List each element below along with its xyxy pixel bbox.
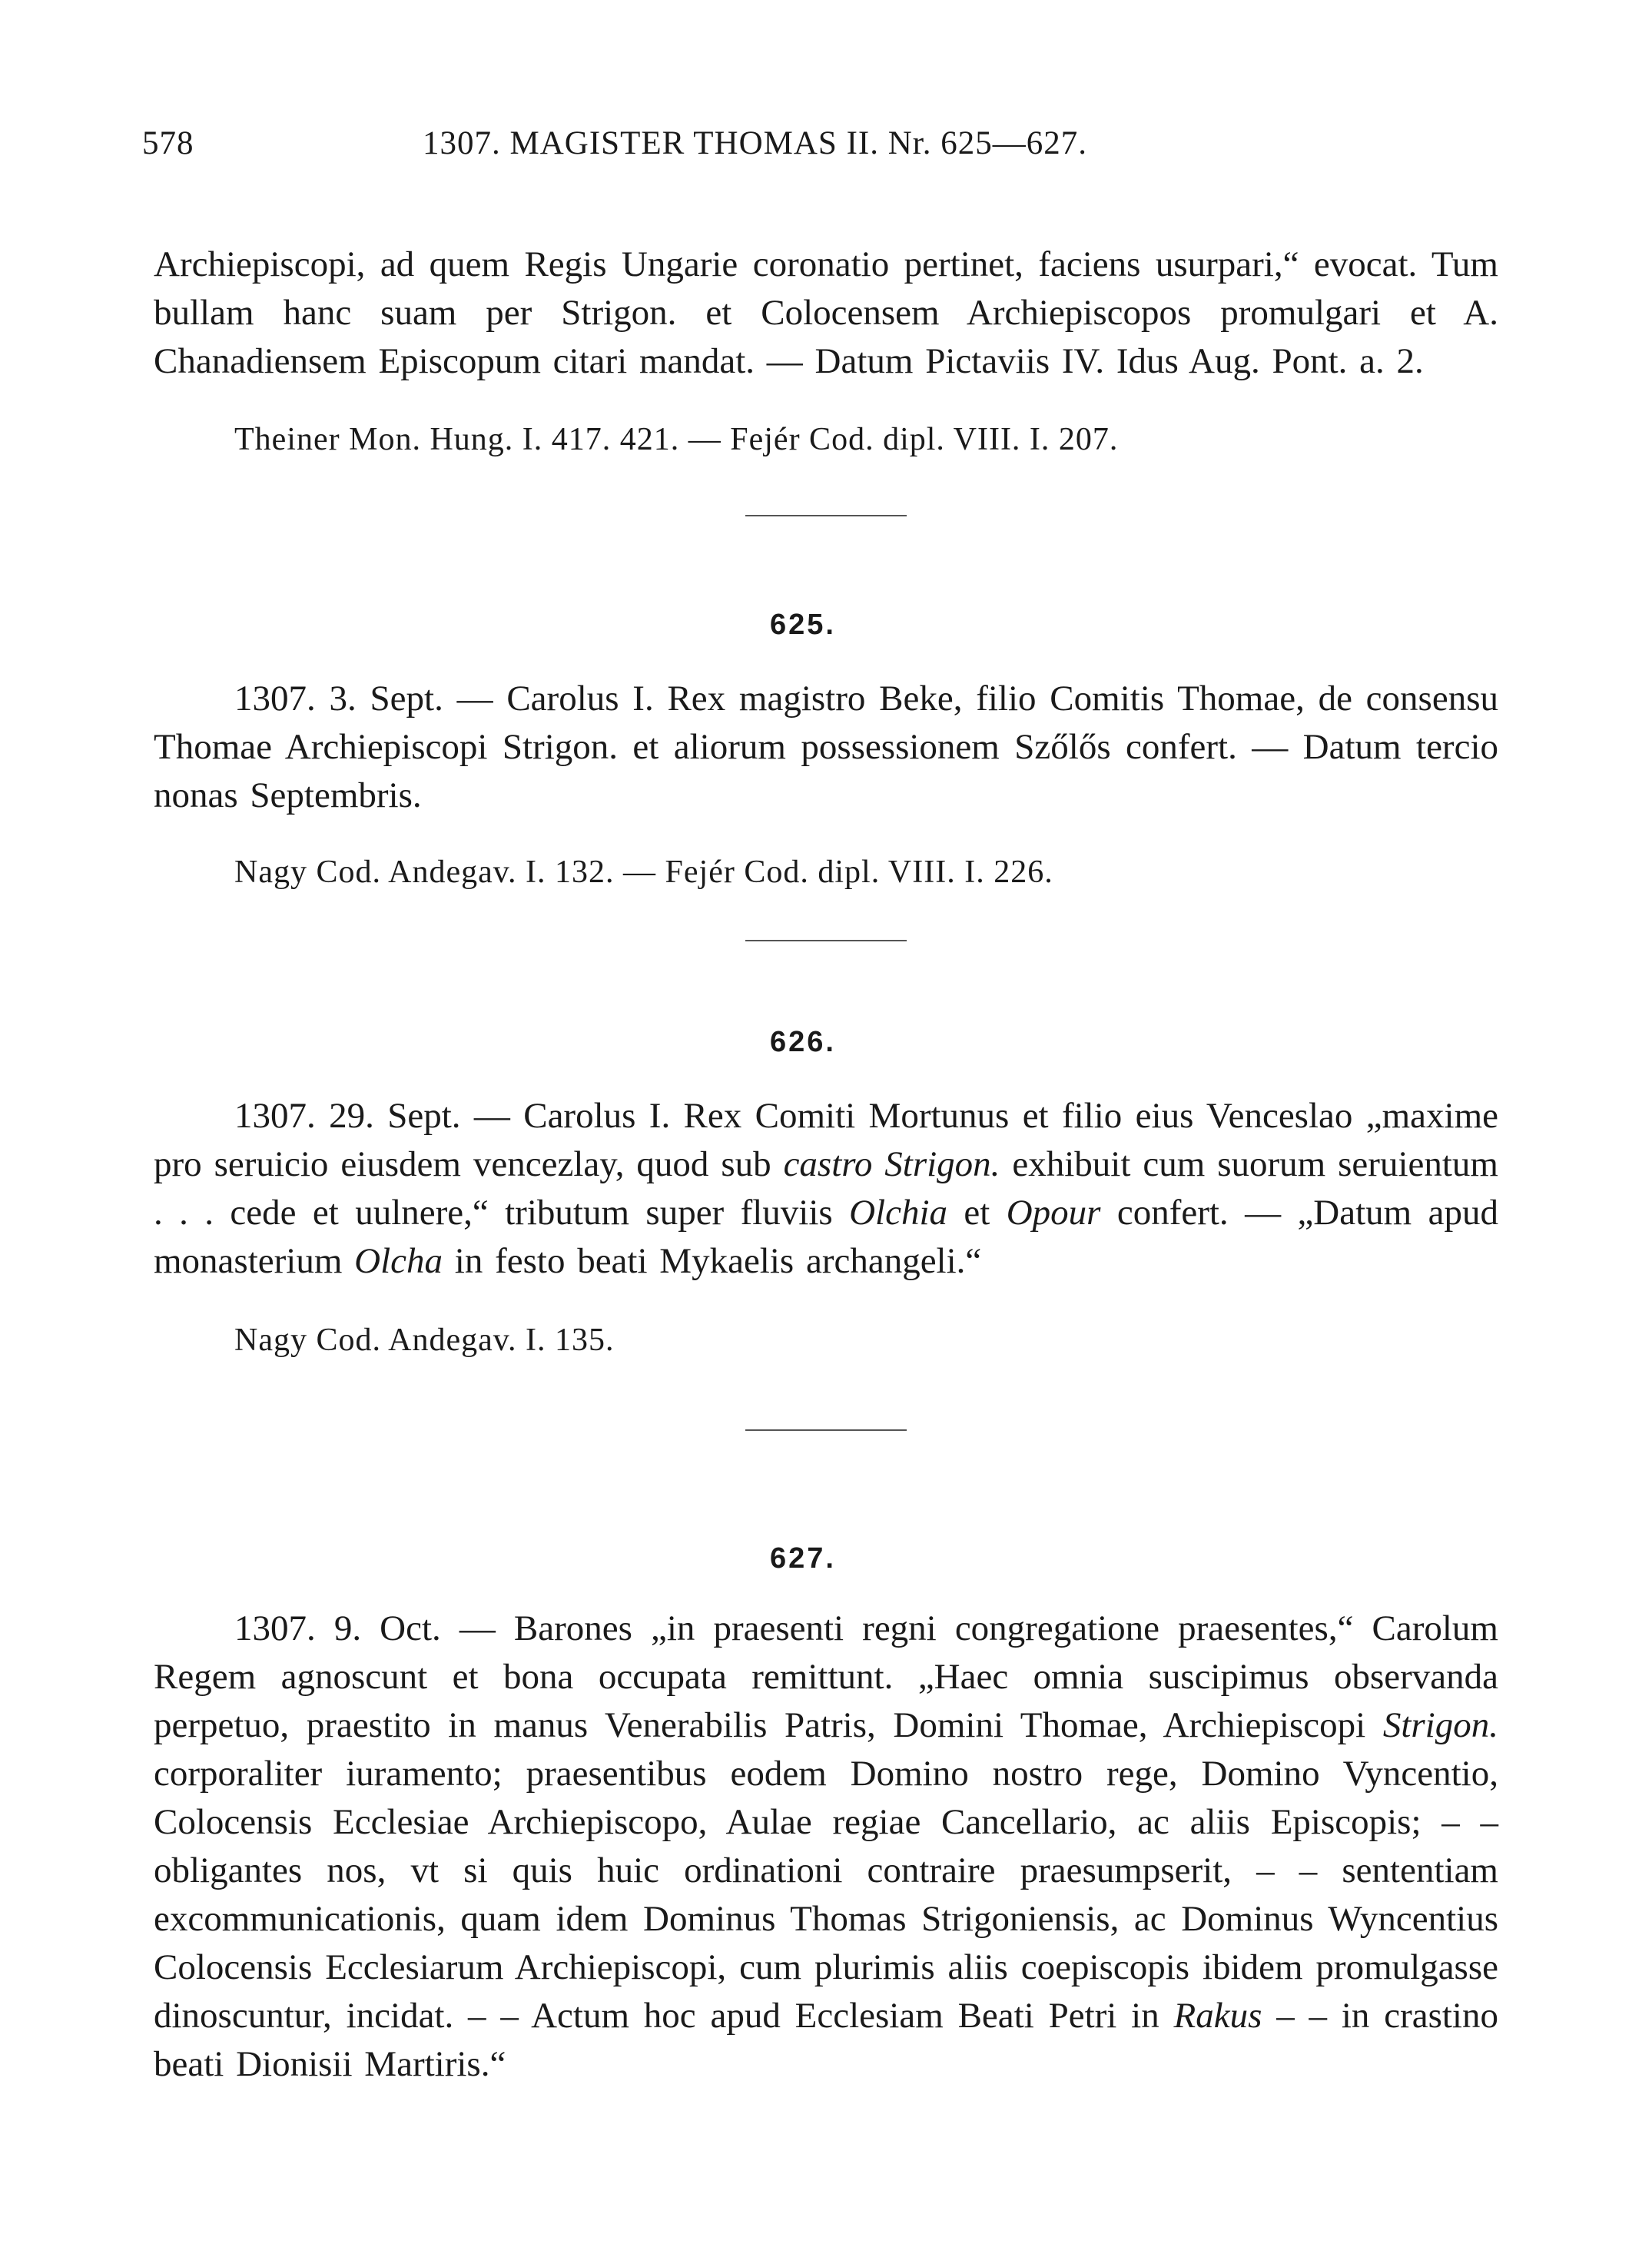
- section-divider: [745, 1429, 907, 1431]
- entry-number: 625.: [770, 609, 836, 641]
- text-segment: confert. — „Datum apud monasterium: [154, 1193, 1498, 1281]
- intro-continuation: [154, 241, 1498, 461]
- page-header: [142, 115, 1498, 169]
- entry-paragraph: [154, 1605, 1498, 2089]
- entry-626: [154, 1026, 1498, 1362]
- entry-reference: Nagy Cod. Andegav. I. 132. — Fejér Cod. dipl. VIII. I. 226.: [234, 855, 1053, 890]
- entry-627: [154, 1542, 1498, 2089]
- text-segment: corporaliter iuramento; praesentibus eodem Domino nostro rege, Domino Vyncentio, Colocensis Ecclesiae Archiepiscopo, Aulae regiae Cancellario, ac aliis Episcopis; – – obligantes nos, vt si quis huic ordinationi contraire praesumpserit, – – sententiam excommunicationis, quam idem Dominus Thomas Strigoniensis, ac Dominus Wyncentius Colocensis Ecclesiarum Archiepiscopi, cum plurimis aliis coepiscopis ibidem promulgasse dinoscuntur, incidat. – – Actum hoc apud Ecclesiam Beati Petri in: [154, 1754, 1498, 2036]
- italic-place-name: Rakus: [1173, 1996, 1262, 2036]
- text-segment: – – in crastino beati Dionisii Martiris.“: [154, 1996, 1498, 2084]
- italic-place-name: castro Strigon.: [783, 1144, 1000, 1184]
- text-segment: 1307. 3. Sept. — Carolus I. Rex magistro Beke, filio Comitis Thomae, de consensu Thomae Archiepiscopi Strigon. et aliorum possessionem Szőlős confert. — Datum tercio nonas Septembris.: [154, 679, 1498, 815]
- intro-paragraph: Archiepiscopi, ad quem Regis Ungarie coronatio pertinet, faciens usurpari,“ evocat. Tum bullam hanc suam per Strigon. et Colocensem Archiepiscopos promulgari et A. Chanadiensem Episcopum citari mandat. — Datum Pictaviis IV. Idus Aug. Pont. a. 2.: [154, 244, 1498, 381]
- page-body: [142, 115, 1498, 2089]
- text-segment: in festo beati Mykaelis archangeli.“: [443, 1241, 982, 1281]
- text-segment: 1307. 29. Sept. — Carolus I. Rex Comiti Mortunus et filio eius Venceslao „maxime pro seruicio eiusdem vencezlay, quod sub: [154, 1096, 1498, 1184]
- intro-reference: Theiner Mon. Hung. I. 417. 421. — Fejér Cod. dipl. VIII. I. 207.: [234, 422, 1119, 457]
- text-segment: 1307. 9. Oct. — Barones „in praesenti regni congregatione praesentes,“ Carolum Regem agnoscunt et bona occupata remittunt. „Haec omnia suscipimus observanda perpetuo, praestito in manus Venerabilis Patris, Domini Thomae, Archiepiscopi: [154, 1608, 1498, 1745]
- text-segment: et: [947, 1193, 1007, 1233]
- entry-number: 627.: [770, 1542, 836, 1575]
- section-divider: [745, 940, 907, 941]
- text-segment: exhibuit cum suorum seruientum . . . cede et uulnere,“ tributum super fluviis: [154, 1144, 1498, 1233]
- section-divider: [745, 515, 907, 516]
- entry-reference: Nagy Cod. Andegav. I. 135.: [234, 1323, 615, 1358]
- entry-paragraph: [154, 1092, 1498, 1286]
- entry-625: [154, 609, 1498, 894]
- running-head: 1307. MAGISTER THOMAS II. Nr. 625—627.: [423, 125, 1087, 161]
- italic-place-name: Olchia: [849, 1193, 948, 1233]
- italic-place-name: Olcha: [354, 1241, 443, 1281]
- italic-place-name: Opour: [1006, 1193, 1101, 1233]
- entry-paragraph: [154, 675, 1498, 820]
- italic-place-name: Strigon.: [1382, 1705, 1498, 1745]
- page-number: 578: [142, 125, 194, 161]
- entry-number: 626.: [770, 1026, 836, 1058]
